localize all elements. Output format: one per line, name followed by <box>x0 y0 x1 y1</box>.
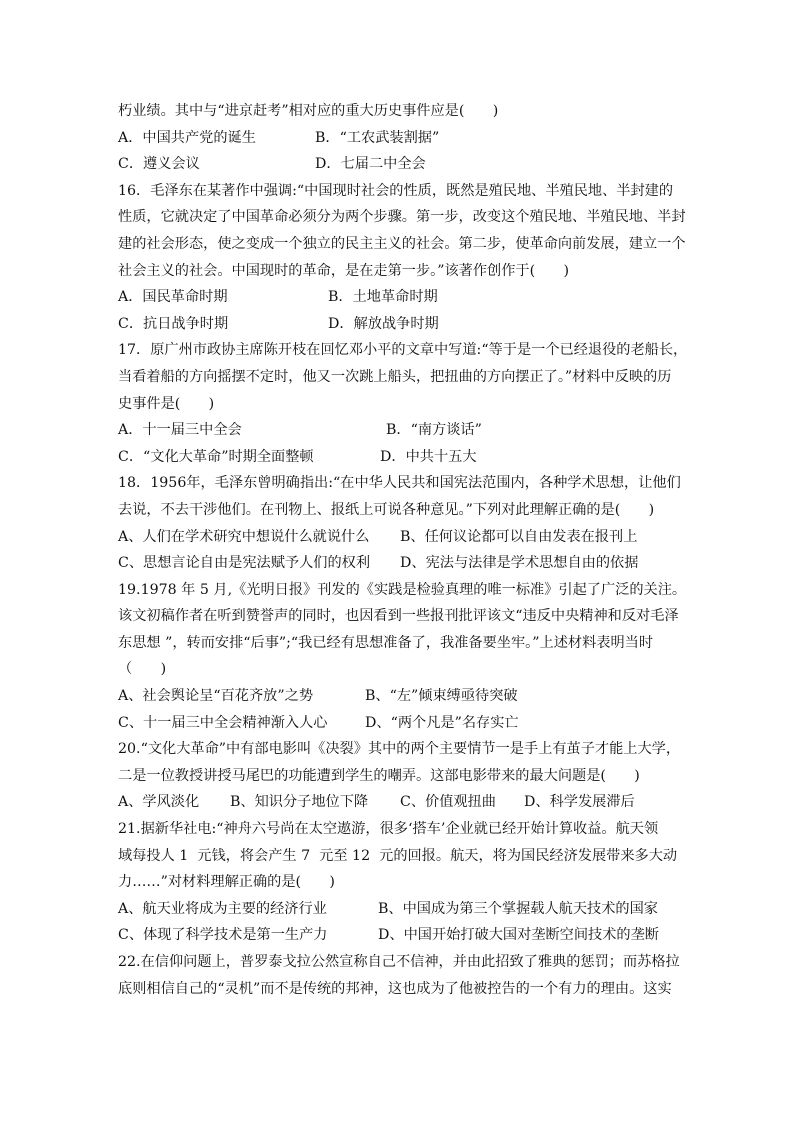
q21-option-a[interactable]: A、航天业将成为主要的经济行业 <box>118 900 327 917</box>
q16-option-d[interactable]: D．解放战争时期 <box>328 315 439 332</box>
q21-option-d[interactable]: D、中国开始打破大国对垄断空间技术的垄断 <box>378 927 659 944</box>
q19-option-c[interactable]: C、十一届三中全会精神渐入人心 <box>118 714 328 731</box>
q18-stem-line: 去说，不去干涉他们。在刊物上、报纸上可说各种意见。”下列对此理解正确的是( ) <box>118 501 655 518</box>
q17-option-b[interactable]: B．“南方谈话” <box>386 422 482 439</box>
q17-option-c[interactable]: C．“文化大革命”时期全面整顿 <box>118 448 314 465</box>
q18-stem-line: 18．1956年，毛泽东曾明确指出:“在中华人民共和国宪法范围内，各种学术思想，让他们 <box>118 475 681 492</box>
q15-options-row1 <box>118 125 678 152</box>
q15-options-row2 <box>118 151 678 178</box>
q15-option-b[interactable]: B．“工农武装割据” <box>315 129 440 146</box>
q15-option-c[interactable]: C．遵义会议 <box>118 156 200 173</box>
q18-option-a[interactable]: A、人们在学术研究中想说什么就说什么 <box>118 528 370 545</box>
q19-stem-line: 该文初稿作者在听到赞誉声的同时，也因看到一些报刊批评该文“违反中央精神和反对毛泽 <box>118 608 679 625</box>
q22-stem-line: 底则相信自己的“灵机”而不是传统的邦神，这也成为了他被控告的一个有力的理由。这实 <box>118 980 672 997</box>
q21-stem-line: 力……”对材料理解正确的是( ) <box>118 874 335 891</box>
q17-stem-line: 当看着船的方向摇摆不定时，他又一次跳上船头，把扭曲的方向摆正了。”材料中反映的历 <box>118 368 672 385</box>
q20-stem-line: 20.“文化大革命”中有部电影叫《决裂》其中的两个主要情节一是手上有茧子才能上大学， <box>118 741 681 758</box>
q20-stem-line: 二是一位教授讲授马尾巴的功能遭到学生的嘲弄。这部电影带来的最大问题是( ) <box>118 767 640 784</box>
q17-option-d[interactable]: D．中共十五大 <box>380 448 477 465</box>
q15-option-a[interactable]: A．中国共产党的诞生 <box>118 129 256 146</box>
q21-options-row1 <box>118 896 678 923</box>
q19-option-d[interactable]: D、“两个凡是”名存实亡 <box>365 714 519 731</box>
q21-option-b[interactable]: B、中国成为第三个掌握载人航天技术的国家 <box>378 900 658 917</box>
q18-options-row1 <box>118 524 678 551</box>
q15-option-d[interactable]: D．七届二中全会 <box>315 156 426 173</box>
q22-stem-line: 22.在信仰问题上，普罗泰戈拉公然宣称自己不信神，并由此招致了雅典的惩罚；而苏格拉 <box>118 954 680 970</box>
q15-stem: 朽业绩。其中与“进京赶考”相对应的重大历史事件应是( ) <box>118 103 499 119</box>
q19-option-b[interactable]: B、“左”倾束缚亟待突破 <box>365 688 518 705</box>
q16-stem-line: 社会主义的社会。中国现时的革命，是在走第一步。”该著作创作于( ) <box>118 262 570 279</box>
q19-stem-line: 19.1978 年 5 月,《光明日报》刊发的《实践是检验真理的唯一标准》引起了广泛的关注。 <box>118 581 687 598</box>
q17-options-row1 <box>118 417 678 444</box>
q16-option-b[interactable]: B．土地革命时期 <box>328 289 438 306</box>
q21-option-c[interactable]: C、体现了科学技术是第一生产力 <box>118 927 328 944</box>
q16-option-a[interactable]: A．国民革命时期 <box>118 289 228 306</box>
q17-stem-line: 17．原广州市政协主席陈开枝在回忆邓小平的文章中写道:“等于是一个已经退役的老船长， <box>118 342 688 359</box>
q19-options-row2 <box>118 710 678 737</box>
q18-option-b[interactable]: B、任何议论都可以自由发表在报刊上 <box>400 528 638 545</box>
q17-options-row2 <box>118 444 678 471</box>
q20-option-a[interactable]: A、学风淡化 <box>118 794 200 811</box>
q16-options-row1 <box>118 284 678 311</box>
q19-stem-line: 东思想 ”，转而安排“后事”;“我已经有思想准备了，我准备要坐牢。”上述材料表明当时 <box>118 634 654 651</box>
q20-option-b[interactable]: B、知识分子地位下降 <box>230 794 369 811</box>
q16-stem-line: 性质，它就决定了中国革命必须分为两个步骤。第一步，改变这个殖民地、半殖民地、半封 <box>118 209 686 226</box>
q16-stem-line: 建的社会形态，使之变成一个独立的民主主义的社会。第二步，使革命向前发展，建立一个 <box>118 235 686 252</box>
q18-options-row2 <box>118 550 678 577</box>
exam-page <box>118 98 688 1002</box>
q18-option-c[interactable]: C、思想言论自由是宪法赋予人们的权利 <box>118 555 371 572</box>
q19-stem-line: （ ) <box>118 661 167 678</box>
q21-stem-line: 域每投人 1 元钱，将会产生 7 元至 12 元的回报。航天，将为国民经济发展带来多大动 <box>118 847 678 864</box>
q16-option-c[interactable]: C．抗日战争时期 <box>118 315 229 332</box>
q18-option-d[interactable]: D、宪法与法律是学术思想自由的依据 <box>400 555 639 572</box>
q17-stem-line: 史事件是( ) <box>118 395 215 412</box>
q19-options-row1 <box>118 683 678 710</box>
q21-options-row2 <box>118 922 678 949</box>
q16-options-row2 <box>118 311 678 338</box>
q16-stem-line: 16．毛泽东在某著作中强调:“中国现时社会的性质，既然是殖民地、半殖民地、半封建的 <box>118 182 674 199</box>
q20-options-row <box>118 789 678 816</box>
q21-stem-line: 21.据新华社电:“神舟六号尚在太空遨游，很多‘搭车’企业就已经开始计算收益。航天领 <box>118 821 659 838</box>
q20-option-d[interactable]: D、科学发展滞后 <box>524 794 635 811</box>
q19-option-a[interactable]: A、社会舆论呈“百花齐放”之势 <box>118 688 314 705</box>
q17-option-a[interactable]: A．十一届三中全会 <box>118 422 242 439</box>
q20-option-c[interactable]: C、价值观扭曲 <box>400 794 496 811</box>
